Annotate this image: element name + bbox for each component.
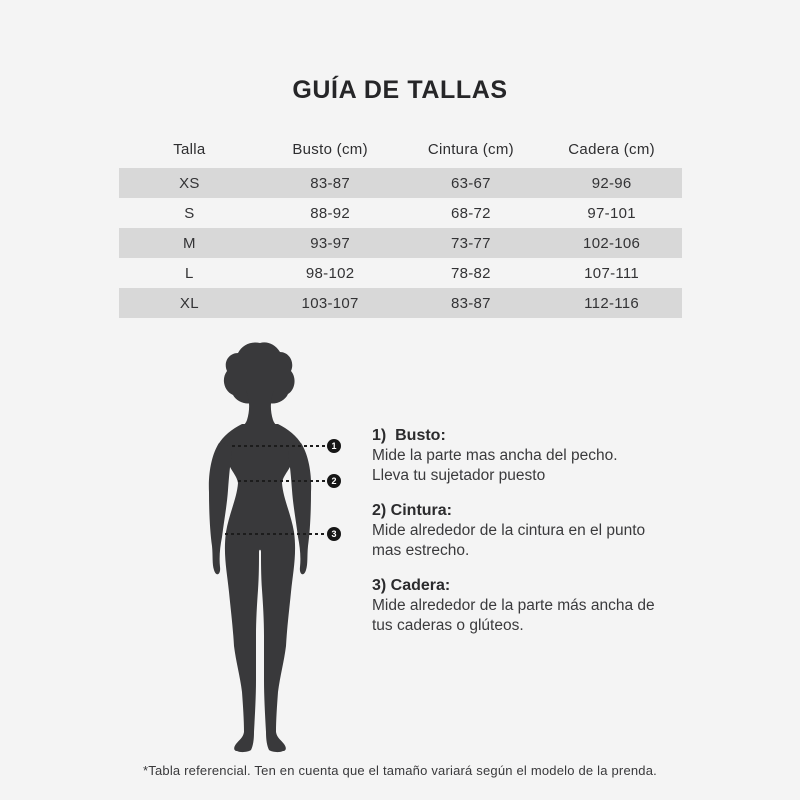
woman-silhouette-figure	[198, 340, 328, 755]
cell-cadera: 97-101	[587, 204, 636, 222]
woman-silhouette-icon	[198, 340, 328, 755]
footer-note: *Tabla referencial. Ten en cuenta que el tamaño variará según el modelo de la prenda.	[143, 763, 657, 778]
cell-talla: M	[182, 234, 196, 252]
marker-1-busto: 1	[327, 439, 341, 453]
table-row-l	[119, 258, 682, 288]
instruction-cintura-line: mas estrecho.	[372, 542, 470, 559]
instruction-cadera	[372, 576, 717, 636]
instruction-cintura-heading: 2) Cintura:	[372, 502, 452, 519]
instruction-busto-heading: 1) Busto:	[372, 427, 446, 444]
cell-talla: L	[185, 264, 194, 282]
cell-cadera: 92-96	[591, 174, 632, 192]
marker-3-cadera: 3	[327, 527, 341, 541]
table-header-row	[119, 132, 682, 166]
measuring-instructions	[372, 426, 717, 651]
cell-busto: 88-92	[310, 204, 351, 222]
cell-busto: 98-102	[305, 264, 355, 282]
instruction-cadera-line: Mide alrededor de la parte más ancha de	[372, 597, 655, 614]
cell-busto: 83-87	[310, 174, 351, 192]
instruction-cintura	[372, 501, 717, 561]
cell-talla: XL	[179, 294, 199, 312]
instruction-cadera-heading: 3) Cadera:	[372, 577, 451, 594]
cell-cadera: 107-111	[584, 264, 640, 282]
table-row-m	[119, 228, 682, 258]
table-row-xl	[119, 288, 682, 318]
table-row-s	[119, 198, 682, 228]
measurement-line-busto	[232, 445, 327, 447]
page-title: GUÍA DE TALLAS	[292, 76, 508, 104]
marker-2-cintura: 2	[327, 474, 341, 488]
cell-cintura: 73-77	[450, 234, 491, 252]
cell-cintura: 83-87	[450, 294, 491, 312]
size-table	[119, 132, 682, 318]
instruction-busto	[372, 426, 717, 486]
cell-talla: XS	[179, 174, 200, 192]
cell-cintura: 63-67	[450, 174, 491, 192]
cell-cadera: 112-116	[584, 294, 640, 312]
instruction-cintura-line: Mide alrededor de la cintura en el punto	[372, 522, 646, 539]
instruction-cadera-line: tus caderas o glúteos.	[372, 617, 524, 634]
cell-busto: 93-97	[310, 234, 351, 252]
cell-talla: S	[184, 204, 195, 222]
cell-cintura: 68-72	[450, 204, 491, 222]
table-row-xs	[119, 168, 682, 198]
cell-busto: 103-107	[301, 294, 359, 312]
header-cell-cadera: Cadera (cm)	[568, 140, 655, 158]
header-cell-cintura: Cintura (cm)	[427, 140, 514, 158]
measurement-line-cintura	[238, 480, 327, 482]
header-cell-busto: Busto (cm)	[292, 140, 368, 158]
cell-cadera: 102-106	[583, 234, 641, 252]
cell-cintura: 78-82	[450, 264, 491, 282]
instruction-busto-line: Mide la parte mas ancha del pecho.	[372, 447, 618, 464]
measurement-line-cadera	[225, 533, 327, 535]
header-cell-talla: Talla	[173, 140, 206, 158]
instruction-busto-line: Lleva tu sujetador puesto	[372, 467, 546, 484]
